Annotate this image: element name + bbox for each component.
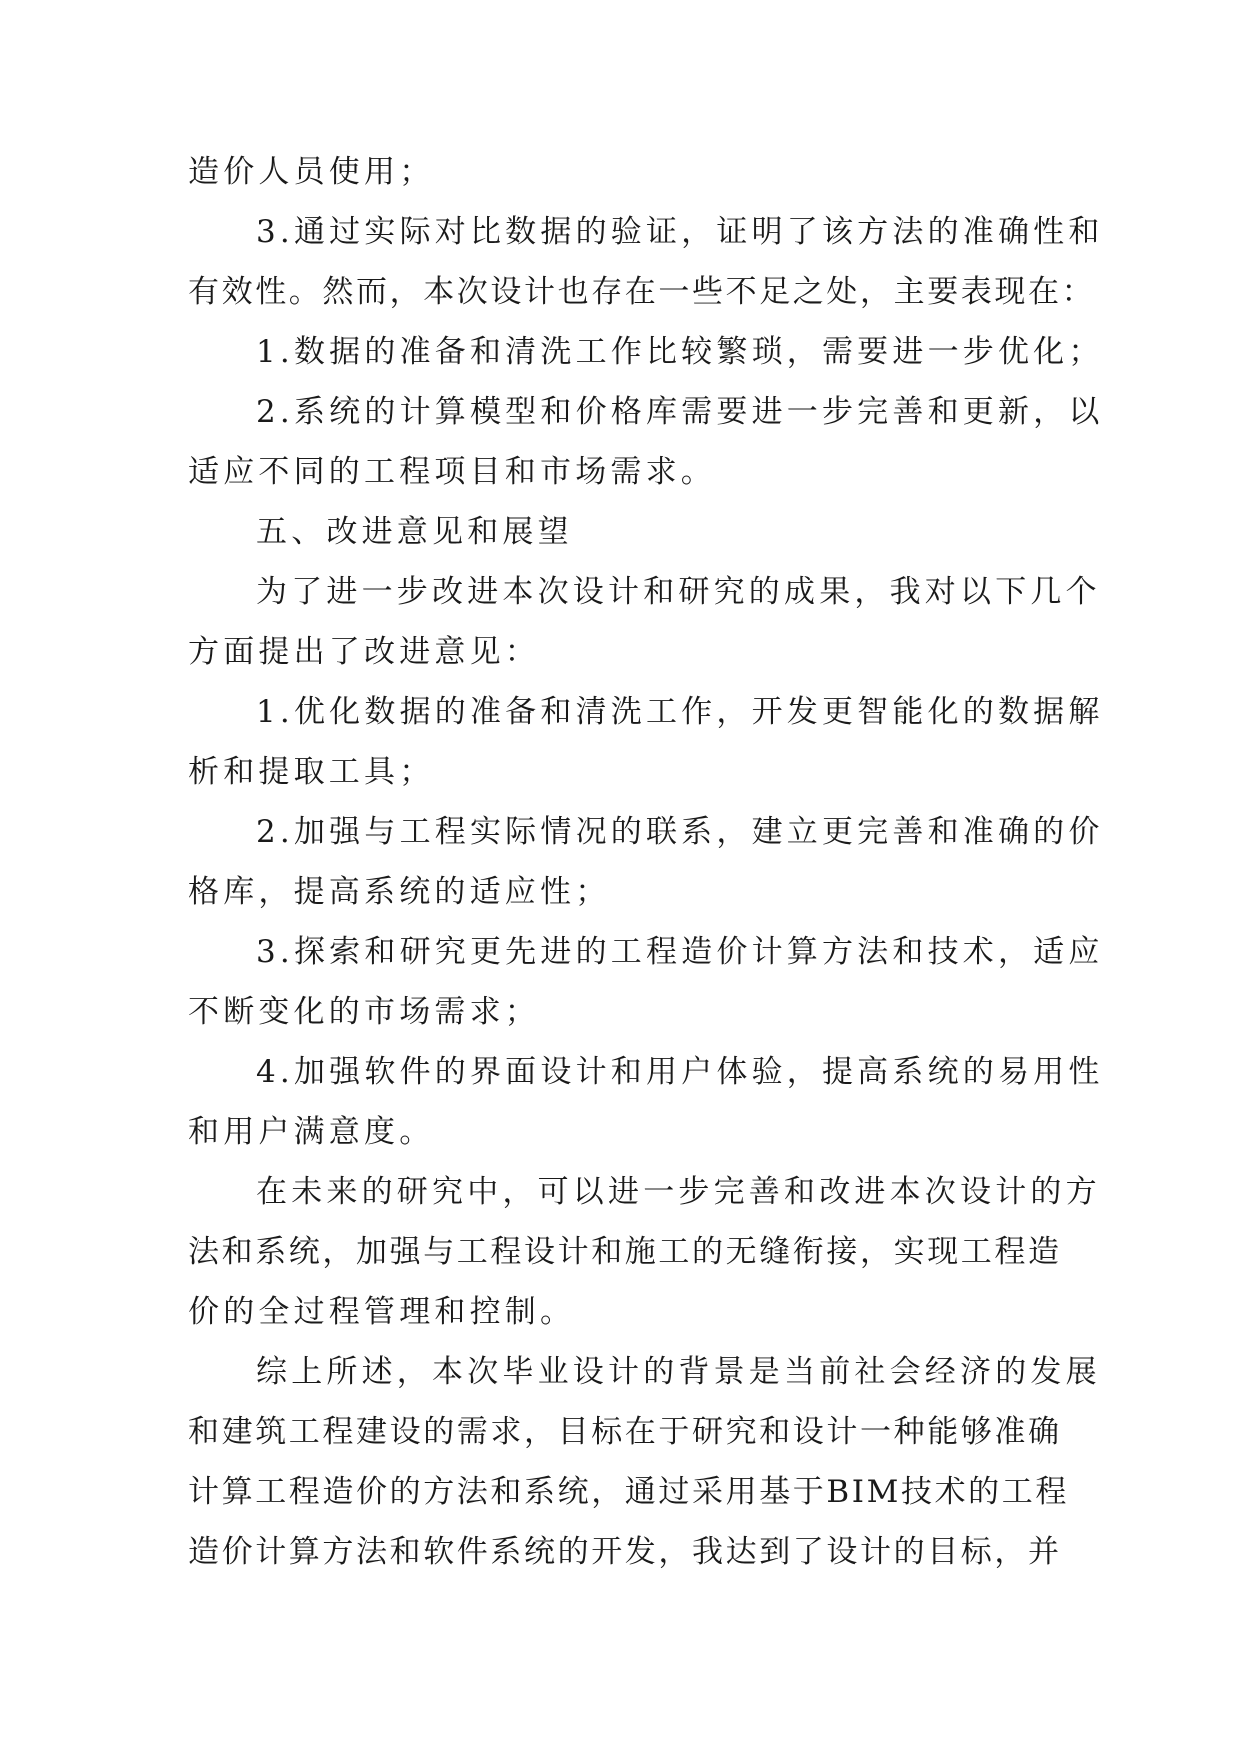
paragraph-line: 造价计算方法和软件系统的开发，我达到了设计的目标，并: [188, 1534, 1062, 1570]
paragraph-line: 3.通过实际对比数据的验证，证明了该方法的准确性和: [256, 214, 1104, 250]
list-item: 1.优化数据的准备和清洗工作，开发更智能化的数据解: [256, 694, 1104, 730]
paragraph-line: 综上所述，本次毕业设计的背景是当前社会经济的发展: [256, 1354, 1101, 1390]
paragraph-line: 造价人员使用；: [188, 154, 435, 190]
list-item: 3.探索和研究更先进的工程造价计算方法和技术，适应: [256, 934, 1104, 970]
paragraph-line: 析和提取工具；: [188, 754, 435, 790]
section-heading: 五、改进意见和展望: [256, 514, 573, 550]
paragraph-line: 为了进一步改进本次设计和研究的成果，我对以下几个: [256, 574, 1101, 610]
paragraph-line: 计算工程造价的方法和系统，通过采用基于BIM技术的工程: [188, 1474, 1069, 1510]
list-item: 2.系统的计算模型和价格库需要进一步完善和更新，以: [256, 394, 1104, 430]
paragraph-line: 有效性。然而，本次设计也存在一些不足之处，主要表现在：: [188, 274, 1096, 310]
list-item: 2.加强与工程实际情况的联系，建立更完善和准确的价: [256, 814, 1104, 850]
list-item: 1.数据的准备和清洗工作比较繁琐，需要进一步优化；: [256, 334, 1104, 370]
paragraph-line: 不断变化的市场需求；: [188, 994, 540, 1030]
paragraph-line: 适应不同的工程项目和市场需求。: [188, 454, 716, 490]
paragraph-line: 格库，提高系统的适应性；: [188, 874, 611, 910]
list-item: 4.加强软件的界面设计和用户体验，提高系统的易用性: [256, 1054, 1104, 1090]
paragraph-line: 和用户满意度。: [188, 1114, 435, 1150]
paragraph-line: 方面提出了改进意见：: [188, 634, 540, 670]
paragraph-line: 和建筑工程建设的需求，目标在于研究和设计一种能够准确: [188, 1414, 1062, 1450]
paragraph-line: 法和系统，加强与工程设计和施工的无缝衔接，实现工程造: [188, 1234, 1062, 1270]
paragraph-line: 在未来的研究中，可以进一步完善和改进本次设计的方: [256, 1174, 1101, 1210]
paragraph-line: 价的全过程管理和控制。: [188, 1294, 576, 1330]
